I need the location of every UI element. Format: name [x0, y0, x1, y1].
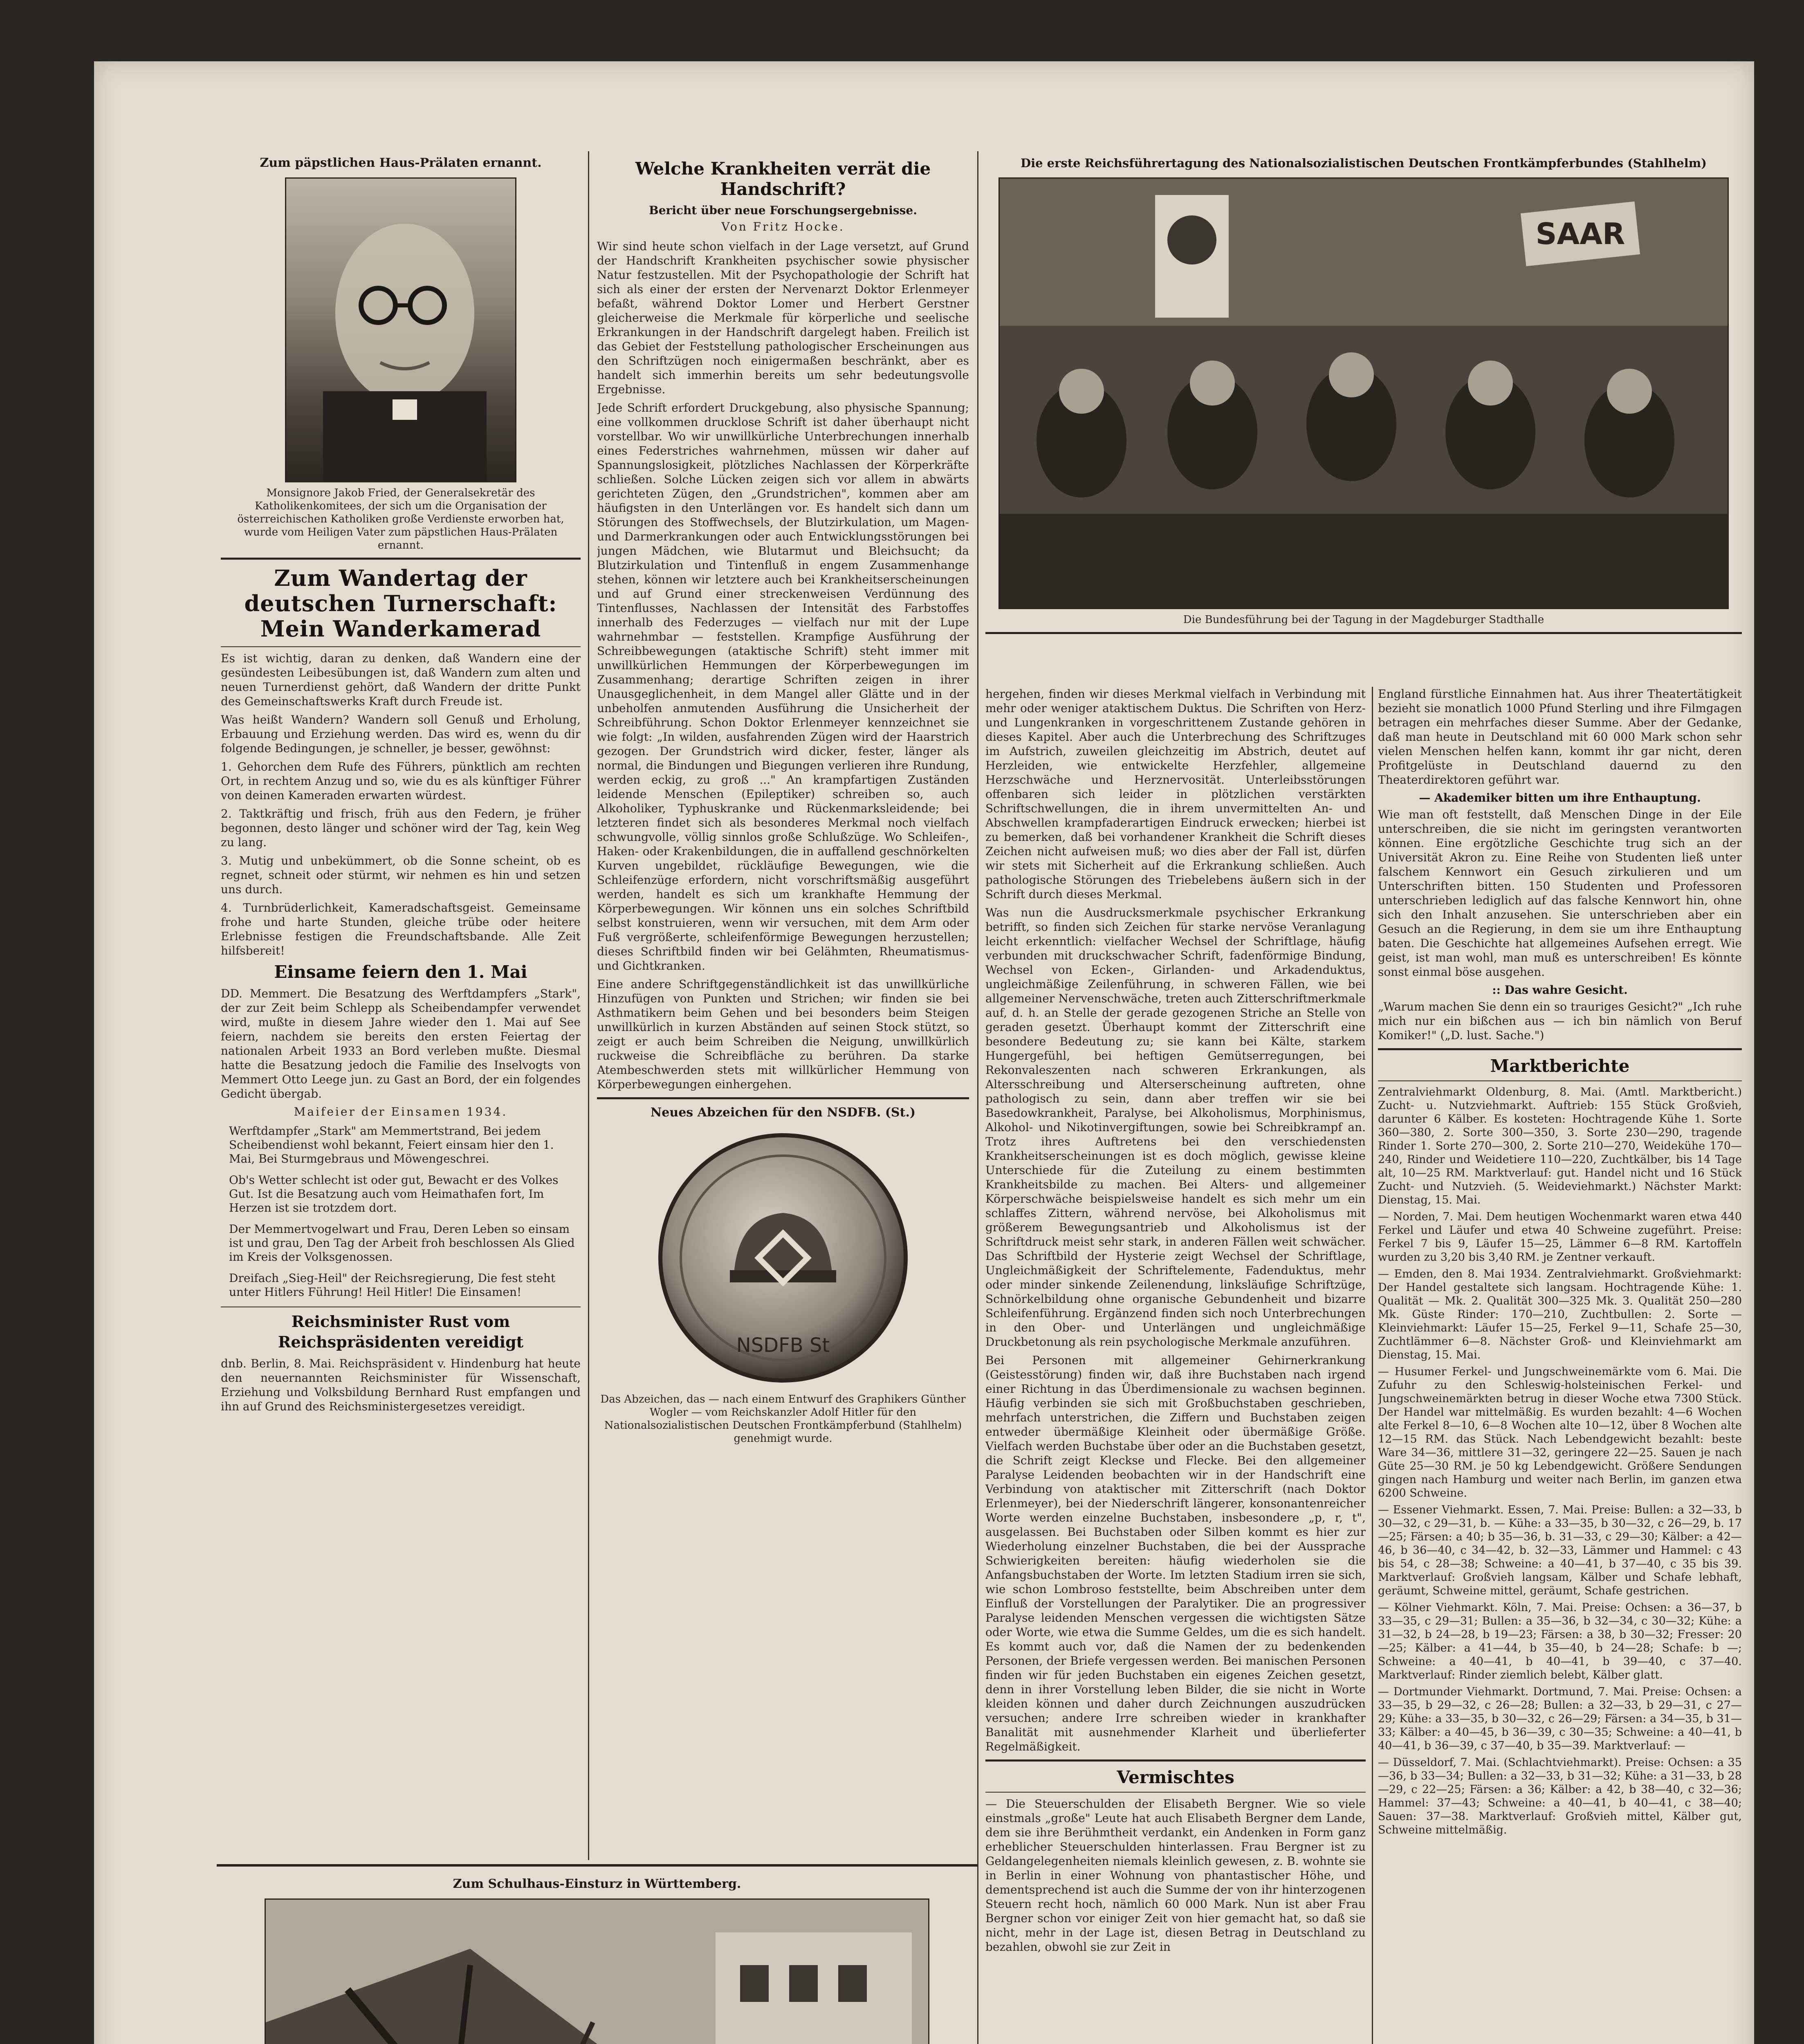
badge-caption: Das Abzeichen, das — nach einem Entwurf des Graphikers Günther Wogler — vom Reichskanzler Adolf Hitler für den Nationalsozialistischen Deutschen Frontkämpferbund (Stahlhelm) genehmigt wurde. [600, 1393, 966, 1445]
akademiker-text: Wie man oft feststellt, daß Menschen Dinge in der Eile unterschreiben, die sie nicht im geringsten verantworten können. Eine ergötzliche Geschichte trug sich an der Universität Akron zu. Eine Reihe von Studenten ließ unter falschem Kennwort ein Gesuch zirkulieren und um Unterschriften bitten. 150 Studenten und Professoren unterschrieben lediglich auf das falsche Kennwort hin, ohne sich den Inhalt anzusehen. Sie unterschrieben aber ein Gesuch an die Regierung, in dem sie um ihre Enthauptung baten. Die Geschichte hat allgemeines Aufsehen erregt. Wie geist, ist man wohl, man muß es unterschreiben! Es könnte sonst einmal böse ausgehen. [1378, 808, 1742, 979]
bergner-continued: England fürstliche Einnahmen hat. Aus ihrer Theatertätigkeit bezieht sie monatlich 1000 Pfund Sterling und ihre Filmgagen betragen ein mehrfaches dieser Summe. Aber der Gedanke, daß man heute in Deutschland mit 60 000 Mark schon sehr vielen Menschen helfen kann, kommt ihr gar nicht, deren Profitgelüste in Deutschland dauernd zu den Theaterdirektoren geführt war. [1378, 687, 1742, 787]
akademiker-title: — Akademiker bitten um ihre Enthauptung. [1419, 791, 1701, 805]
wandertag-paragraph: 4. Turnbrüderlichkeit, Kameradschaftsgeist. Gemeinsame frohe und harte Stunden, gleiche trübe oder heitere Erlebnisse festigen die Freundschaftsbande. Alle Zeit hilfsbereit! [221, 901, 581, 957]
school-photo-heading: Zum Schulhaus-Einsturz in Württemberg. [453, 1877, 741, 1891]
stahlhelm-photo-caption: Die Bundesführung bei der Tagung in der Magdeburger Stadthalle [1183, 614, 1544, 626]
market-report: — Düsseldorf, 7. Mai. (Schlachtviehmarkt). Preise: Ochsen: a 35—36, b 33—34; Bullen: a 32—33, b 31—32; Kühe: a 31—33, b 28—29, c 22—25; Färsen: a 36; Kälber: a 42, b 38—40, c 32—36; Hammel: 37—43; Schweine: a 40—41, b 40—41, c 38—40; Sauen: 37—38. Marktverlauf: Großvieh mittel, Kälber gut, Schweine mittelmäßig. [1378, 1756, 1742, 1836]
stahlhelm-illustration [1000, 179, 1728, 608]
bottom-section-rule [217, 1864, 977, 1867]
handschrift-continued: Bei Personen mit allgemeiner Gehirnerkrankung (Geistesstörung) finden wir, daß ihre Buchstaben nach irgend einer Richtung in das Überdimensionale zu wachsen beginnen. Häufig verbinden sie sich mit Großbuchstaben geschrieben, mehrfach unterstrichen, die Ziffern und Buchstaben zeigen entweder übermäßige Kleinheit oder übermäßige Größe. Vielfach werden Buchstabe über oder an die Buchstaben gesetzt, die Schrift zeigt Kleckse und Flecke. Bei den allgemeiner Paralyse Leidenden beobachten wir in der Handschrift eine Verbindung von ataktischer mit Zitterschrift (nach Doktor Erlenmeyer), bei der Niederschrift längerer, konsonantenreicher Worte werden einzelne Buchstaben, insbesondere „p, r, t", ausgelassen. Bei Buchstaben oder Silben kommt es hier zur Wiederholung einzelner Buchstaben, die bei der Aussprache Schwierigkeiten bereiten: häufig wiederholen sie die Anfangsbuchstaben der Worte. Im letzten Stadium irren sie sich, wie schon Lombroso feststellte, beim Abschreiben unter dem Einfluß der Vorstellungen der Paralytiker. Die an progressiver Paralyse leidenden Menschen vergessen die wichtigsten Sätze oder Worte, wie etwa die Summe Geldes, um die es sich handelt. Es kommt auch vor, daß die Namen der zu bedenkenden Personen, der Briefe vergessen werden. Bei manischen Personen finden wir für jeden Buchstaben ein eigenes Zeichen gesetzt, denn in ihrer Vorstellung leben Bilder, die sie nicht in Worte kleiden können und daher durch Zeichnungen auszudrücken versuchen; andere Irre schreiben wieder in krankhafter Banalität mit ausnehmender Klarheit und überlieferter Regelmäßigkeit. [985, 1354, 1366, 1753]
gesicht-title: :: Das wahre Gesicht. [1492, 983, 1628, 997]
handschrift-subtitle: Bericht über neue Forschungsergebnisse. [649, 204, 917, 217]
handschrift-continued: hergehen, finden wir dieses Merkmal vielfach in Verbindung mit mehr oder weniger ataktischem Duktus. Die Schriften von Herz- und Lungenkranken in vorgeschrittenem Zustande gehören in dieses Kapitel. Aber auch die Unterbrechung des Schriftzuges im Aufstrich, zuweilen gleichzeitig im Abstrich, deutet auf Herzleiden, wie entwickelte Herzfehler, allgemeine Herzschwäche und Herznervosität. Unterleibsstörungen offenbaren sich leider in plötzlichen verstärkten Schriftschwellungen, die in ihrem unvermittelten An- und Abschwellen krampfaderartigen Eindruck erwecken; hierbei ist zu bemerken, daß bei vorhandener Krankheit die Schrift dieses Zeichen nicht aufweisen muß; wo dies aber der Fall ist, dürfen wir stets mit Sicherheit auf die Erkrankung schließen. Auch pathologische Störungen des Triebelebens äußern sich in der Schrift durch dieses Merkmal. [985, 687, 1366, 901]
vermischtes-title: Vermischtes [1117, 1767, 1234, 1787]
subcol-right [1378, 687, 1742, 2044]
school-collapse-section [258, 1876, 936, 2044]
wandertag-paragraph: Was heißt Wandern? Wandern soll Genuß und Erholung, Erbauung und Erziehung werden. Das wird es, wenn du dir folgende Bedingungen, je schneller, je besser, gewöhnst: [221, 713, 581, 755]
handschrift-paragraph: Jede Schrift erfordert Druckgebung, also physische Spannung; eine vollkommen drucklose Schrift ist daher überhaupt nicht vorstellbar. Wo wir unwillkürliche Unterbrechungen innerhalb eines Federstriches wahrnehmen, müssen wir daher auf Spannungslosigkeit, plötzliches Nachlassen der Körperkräfte schließen. Solche Lücken zeigen sich vor allem in abwärts gerichteten Zügen, den „Grundstrichen", kommen aber am häufigsten in den Unterlängen vor. Es handelt sich dann um Störungen des Stoffwechsels, der Blutzirkulation, um Magen- und Darmerkrankungen oder auch Entwicklungsstörungen bei jungen Mädchen, wie Blutarmut und Bleichsucht; da Blutzirkulation und Tintenfluß in engem Zusammenhange stehen, können wir letztere auch bei Krankheitserscheinungen und auf Grund einer streckenweisen Verdünnung des Tintenflusses, Nachlassen der Intensität des Farbstoffes innerhalb des Federzuges — vielfach nur mit der Lupe wahrnehmbar — feststellen. Krampfige Ausführung der Schreibbewegungen (ataktische Schrift) steht immer mit unwillkürlichen Hemmungen der Körperbewegungen im Zusammenhang; derartige Schriften zeigen in ihrer Unausgeglichenheit, in dem Mangel aller Glätte und in der unbeholfen anmutenden Ausführung die Unsicherheit der Schreibführung. Schon Doktor Erlenmeyer kennzeichnet sie wie folgt: „In wilden, ausfahrenden Zügen wird der Haarstrich gezogen. Der Grundstrich wird dicker, fester, länger als normal, die Bindungen und Biegungen verlieren ihre Rundung, werden eckig, zu groß ..." An krampfartigen Zuständen leidende Menschen (Epileptiker) schreiben so, auch Alkoholiker, Typhuskranke und Rückenmarksleidende; bei letzteren findet sich als besonderes Merkmal noch vielfach schwungvolle, völlig sinnlos große Schlußzüge. Wo Schleifen-, Haken- oder Krakenbildungen, die in auffallend geschnörkelten Kurven ungebildet, rückläufige Bewegungen, wie die Schleifenzüge erfordern, nicht vorschriftsmäßig ausgeführt werden, handelt es sich um krankhafte Hemmung der Körperbewegungen. Wir können uns ein solches Schriftbild selbst konstruieren, wenn wir versuchen, mit dem Arm oder Fuß vergrößerte, schleifenförmige Bewegungen herzustellen; dieses Schriftbild finden wir bei Gelähmten, Rheumatismus- und Gichtkranken. [597, 401, 969, 973]
market-report: — Kölner Viehmarkt. Köln, 7. Mai. Preise: Ochsen: a 36—37, b 33—35, c 29—31; Bullen: a 35—36, b 32—34, c 30—32; Kühe: a 31—32, b 24—28, b 19—23; Färsen: a 38, b 30—32; Fresser: 20—25; Kälber: a 41—44, b 35—40, b 24—28; Schafe: b —; Schweine: a 40—41, b 40—41, b 39—40, c 37—40. Marktverlauf: Rinder ziemlich belebt, Kälber glatt. [1378, 1601, 1742, 1681]
newspaper-page [94, 61, 1754, 2044]
section-rule [597, 1097, 969, 1099]
wandertag-paragraph: Es ist wichtig, daran zu denken, daß Wandern eine der gesündesten Leibesübungen ist, daß Wandern zum alten und neuen Turnerdienst gehört, daß Wandern der dritte Punkt des Gemeinschaftswerks Kraft durch Freude ist. [221, 652, 581, 708]
handschrift-byline: Von Fritz Hocke. [721, 220, 845, 233]
stahlhelm-photo [998, 177, 1729, 609]
gesicht-text: „Warum machen Sie denn ein so trauriges Gesicht?" „Ich ruhe mich nur ein bißchen aus — ich bin nämlich von Beruf Komiker!" („D. lust. Sache.") [1378, 1000, 1742, 1042]
column-left [221, 155, 581, 2044]
portrait-illustration [286, 179, 515, 481]
wandertag-paragraph: 1. Gehorchen dem Rufe des Führers, pünktlich am rechten Ort, in rechtem Anzug und so, wie du es als künftiger Führer von deinen Kameraden erwarten würdest. [221, 760, 581, 802]
wandertag-title: Zum Wandertag der deutschen Turnerschaft: Mein Wanderkamerad [244, 565, 557, 642]
section-rule [1378, 1080, 1742, 1081]
section-rule [985, 1759, 1366, 1762]
section-rule [1378, 1048, 1742, 1050]
badge-image [652, 1127, 914, 1389]
section-rule [221, 646, 581, 647]
section-rule [985, 1792, 1366, 1793]
einsame-text: DD. Memmert. Die Besatzung des Werftdampfers „Stark", der zur Zeit beim Schlepp als Scheibendampfer verwendet wird, mußte in diesem Jahre wieder den 1. Mai auf See feiern, nachdem sie bereits den ersten Feiertag der nationalen Arbeit 1933 an Bord verleben mußte. Diesmal hatte die Besatzung jedoch die Familie des Inselvogts von Memmert Otto Leege jun. zu Gast an Bord, der ein folgendes Gedicht übergab. [221, 987, 581, 1100]
subcol-left [985, 687, 1366, 2044]
wandertag-paragraph: 3. Mutig und unbekümmert, ob die Sonne scheint, ob es regnet, schneit oder stürmt, wir nehmen es hin und setzen uns durch. [221, 854, 581, 896]
stahlhelm-photo-heading: Die erste Reichsführertagung des Nationalsozialistischen Deutschen Frontkämpferbundes (Stahlhelm) [1020, 156, 1707, 170]
badge-illustration [652, 1127, 914, 1389]
handschrift-paragraph: Wir sind heute schon vielfach in der Lage versetzt, auf Grund der Handschrift Krankheiten psychischer sowie physischer Natur festzustellen. Mit der Psychopathologie der Schrift hat sich als einer der ersten der Nervenarzt Doktor Erlenmeyer befaßt, während Doktor Lomer und Herbert Gerstner gleicherweise die Merkmale für körperliche und seelische Erkrankungen in der Handschrift dargelegt haben. Freilich ist das Gebiet der Feststellung pathologischer Erscheinungen aus den Schriftzügen noch einigermaßen beschränkt, aber es handelt sich immerhin bereits um sehr bedeutungsvolle Ergebnisse. [597, 240, 969, 396]
saar-sign: SAAR [1535, 217, 1625, 251]
column-divider [588, 151, 589, 1860]
portrait-caption: Monsignore Jakob Fried, der Generalsekretär des Katholikenkomitees, der sich um die Organisation der österreichischen Katholiken große Verdienste erworben hat, wurde vom Heiligen Vater zum päpstlichen Haus-Prälaten ernannt. [237, 487, 564, 551]
wandertag-paragraph: 2. Taktkräftig und frisch, früh aus den Federn, je früher begonnen, desto länger und schöner wird der Tag, kein Weg zu lang. [221, 807, 581, 849]
handschrift-title: Welche Krankheiten verrät die Handschrift? [635, 159, 931, 199]
section-rule [985, 632, 1742, 634]
handschrift-continued: Was nun die Ausdrucksmerkmale psychischer Erkrankung betrifft, so finden sich Zeichen für starke nervöse Veranlagung leicht erkenntlich: vielfacher Wechsel der Schriftlage, häufig verbunden mit druckschwacher Schrift, fadenförmige Bindung, Wechsel von Ecken-, Girlanden- und Arkadenduktus, ungleichmäßige Zeilenführung, in schweren Fällen, wie bei allgemeiner Nervenschwäche, treten auch Zitterschriftmerkmale auf, d. h. an Stelle der gerade gezogenen Striche an Stelle von geraden gesetzt. Überhaupt kommt der Zitterschrift eine besondere Bedeutung zu; sie kann bei Kälte, starkem Hungergefühl, bei heftigen Gemütserregungen, bei Rekonvaleszenten nach schweren Erkrankungen, als Altersschreibung und Alterserscheinung auftreten, ohne pathologisch zu sein, dann aber treffen wir sie bei Basedowkrankheit, Paralyse, bei Alkoholismus, Morphinismus, Alkohol- und Nikotinvergiftungen, sowie bei Schreibkrampf an. Trotz ihres Auftretens bei den verschiedensten Krankheitserscheinungen ist es doch möglich, gewisse kleine Unterschiede für die Zuteilung zu einem bestimmten Krankheitsbilde zu machen. Bei Alters- und allgemeiner Körperschwäche beispielsweise handelt es sich mehr um ein schlaffes Zittern, während nervöse, bei Alkoholismus mit größerem Bewegungsantrieb und Alkoholismus ist der Schriftdruck meist sehr stark, in anderen Fällen weit schwächer. Das Schriftbild der Hysterie zeigt Wechsel der Schriftlage, Ungleichmäßigkeit der Schriftelemente, Fadenduktus, mehr oder minder sinkende Zeilenendung, linksläufige Schriftzüge, Schnörkelbildung ohne organische Gebundenheit und bizarre Schleifenführung. Ergänzend finden sich noch Unterbrechungen in den Ober- und Unterlängen und ungleichmäßige Druckbetonung als rein psychologische Merkmale anzuführen. [985, 906, 1366, 1349]
vermischtes-paragraph: — Die Steuerschulden der Elisabeth Bergner. Wie so viele einstmals „große" Leute hat auch Elisabeth Bergner dem Lande, dem sie ihre Berühmtheit verdankt, ein Andenken in Form ganz erheblicher Steuerschulden hinterlassen. Frau Bergner ist zu Geldangelegenheiten niemals kleinlich gewesen, z. B. wohnte sie in Berlin in einer Wohnung von phantastischer Höhe, und dementsprechend ist auch die Summe der von ihr hinterzogenen Steuern recht hoch, nämlich 60 000 Mark. Nun ist aber Frau Bergner schon vor einiger Zeit von hier gemacht hat, so daß sie nicht, mehr in der Lage ist, diesen Betrag in Deutschland zu bezahlen, obwohl sie zur Zeit in [985, 1797, 1366, 1954]
handschrift-paragraph: Eine andere Schriftgegenständlichkeit ist das unwillkürliche Hinzufügen von Punkten und Strichen; wir finden sie bei Asthmatikern beim Gehen und bei besonders beim Steigen unwillkürlich in kurzen Abständen auf seinen Stock stützt, so zeigt er auch beim Schreiben die Neigung, unwillkürlich ruckweise die Schreibfläche zu berühren. Da starke Atembeschwerden stets mit willkürlicher Hemmung von Körperbewegungen einhergehen. [597, 977, 969, 1091]
portrait-heading: Zum päpstlichen Haus-Prälaten ernannt. [260, 156, 542, 170]
market-report: — Emden, den 8. Mai 1934. Zentralviehmarkt. Großviehmarkt: Der Handel gestaltete sich langsam. Hochtragende Kühe: 1. Qualität — Mk. 2. Qualität 300—325 Mk. 3. Qualität 250—280 Mk. Güste Rinder: 170—210, Zuchtbullen: 2. Sorte — Kleinviehmarkt: Läufer 15—25, Ferkel 9—11, Schafe 25—30, Zuchtlämmer 6—8. Nächster Groß- und Kleinviehmarkt am Dienstag, 15. Mai. [1378, 1268, 1742, 1361]
rust-title: Reichsminister Rust vom Reichspräsidenten vereidigt [278, 1312, 524, 1351]
poem-stanza: Dreifach „Sieg-Heil" der Reichsregierung, Die fest steht unter Hitlers Führung! Heil Hitler! Die Einsamen! [229, 1271, 556, 1299]
market-report: — Dortmunder Viehmarkt. Dortmund, 7. Mai. Preise: Ochsen: a 33—35, b 29—32, c 26—28; Bullen: a 32—33, b 29—31, c 27—29; Kühe: a 33—35, b 30—32, c 26—29; Färsen: a 34—35, b 31—33; Kälber: a 40—45, b 36—39, c 30—35; Schweine: a 40—41, b 40—41, b 36—39, c 37—40, b 35—39. Marktverlauf: — [1378, 1685, 1742, 1752]
subcolumn-divider [1372, 687, 1373, 2044]
column-middle [597, 155, 969, 1860]
school-illustration [266, 1900, 928, 2044]
einsame-title: Einsame feiern den 1. Mai [274, 962, 527, 982]
column-right [985, 155, 1742, 2044]
rust-text: dnb. Berlin, 8. Mai. Reichspräsident v. Hindenburg hat heute den neuernannten Reichsminister für Wissenschaft, Erziehung und Volksbildung Bernhard Rust empfangen und ihn auf Grund des Reichsministergesetzes vereidigt. [221, 1357, 581, 1413]
poem-stanza: Werftdampfer „Stark" am Memmertstrand, Bei jedem Scheibendienst wohl bekannt, Feiert einsam hier den 1. Mai, Bei Sturmgebraus und Möwengeschrei. [229, 1124, 554, 1165]
badge-heading: Neues Abzeichen für den NSDFB. (St.) [650, 1105, 916, 1120]
poem-stanza: Der Memmertvogelwart und Frau, Deren Leben so einsam ist und grau, Den Tag der Arbeit froh beschlossen Als Glied im Kreis der Volksgenossen. [229, 1222, 575, 1264]
badge-lettering: NSDFB St [736, 1334, 830, 1357]
marktberichte-title: Marktberichte [1490, 1056, 1630, 1076]
portrait-photo [285, 177, 516, 482]
market-report: — Norden, 7. Mai. Dem heutigen Wochenmarkt waren etwa 440 Ferkel und Läufer und etwa 40 Schweine zugeführt. Preise: Ferkel 7 bis 9, Läufer 15—25, Lämmer 6—8 RM. Kartoffeln wurden zu 3,20 bis 3,40 RM. je Zentner verkauft. [1378, 1210, 1742, 1264]
section-rule [221, 558, 581, 560]
poem-title: Maifeier der Einsamen 1934. [294, 1105, 508, 1118]
market-report: Zentralviehmarkt Oldenburg, 8. Mai. (Amtl. Marktbericht.) Zucht- u. Nutzviehmarkt. Auftrieb: 155 Stück Großvieh, darunter 6 Kälber. Es kosteten: Hochtragende Kühe 1. Sorte 360—380, 2. Sorte 300—350, 3. Sorte 230—290, tragende Rinder 1. Sorte 270—300, 2. Sorte 210—270, Weidekühe 170—240, Rinder und Weidetiere 110—220, Zuchtkälber, bis 14 Tage alt, 10—25 RM. Marktverlauf: gut. Handel nicht und 16 Stück Zucht- und Nutzvieh. (5. Weideviehmarkt.) Nächster Markt: Dienstag, 15. Mai. [1378, 1086, 1742, 1206]
column-divider [977, 151, 978, 2044]
poem-stanza: Ob's Wetter schlecht ist oder gut, Bewacht er des Volkes Gut. Ist die Besatzung auch vom Heimathafen fort, Im Herzen ist sie trotzdem dort. [229, 1173, 559, 1215]
school-photo [265, 1898, 929, 2044]
market-report: — Husumer Ferkel- und Jungschweinemärkte vom 6. Mai. Die Zufuhr zu den Schleswig-holsteinischen Ferkel- und Jungschweinemärkten betrug in dieser Woche etwa 7300 Stück. Der Handel war mittelmäßig. Es wurden bezahlt: 4—6 Wochen alte Ferkel 8—10, 6—8 Wochen alte 10—12, über 8 Wochen alte 12—15 RM. das Stück. Nach Lebendgewicht bezahlt: beste Ware 34—36, mittlere 31—32, geringere 22—25. Sauen je nach Güte 25—30 RM. je 50 kg Lebendgewicht. Größere Sendungen gingen nach Hamburg und weiter nach Berlin, im ganzen etwa 6200 Schweine. [1378, 1365, 1742, 1499]
market-report: — Essener Viehmarkt. Essen, 7. Mai. Preise: Bullen: a 32—33, b 30—32, c 29—31, b. — Kühe: a 33—35, b 30—32, c 26—29, b. 17—25; Färsen: a 40; b 35—36, b. 31—33, c 29—30; Kälber: a 42—46, b 36—40, c 34—42, b. 32—33, Lämmer und Hammel: c 43 bis 54, c 28—38; Schweine: a 40—41, b 37—40, c 35 bis 39. Marktverlauf: Großvieh langsam, Kälber und Schafe lebhaft, geräumt, Schweine mittel, geräumt, Schafe gestrichen. [1378, 1504, 1742, 1597]
